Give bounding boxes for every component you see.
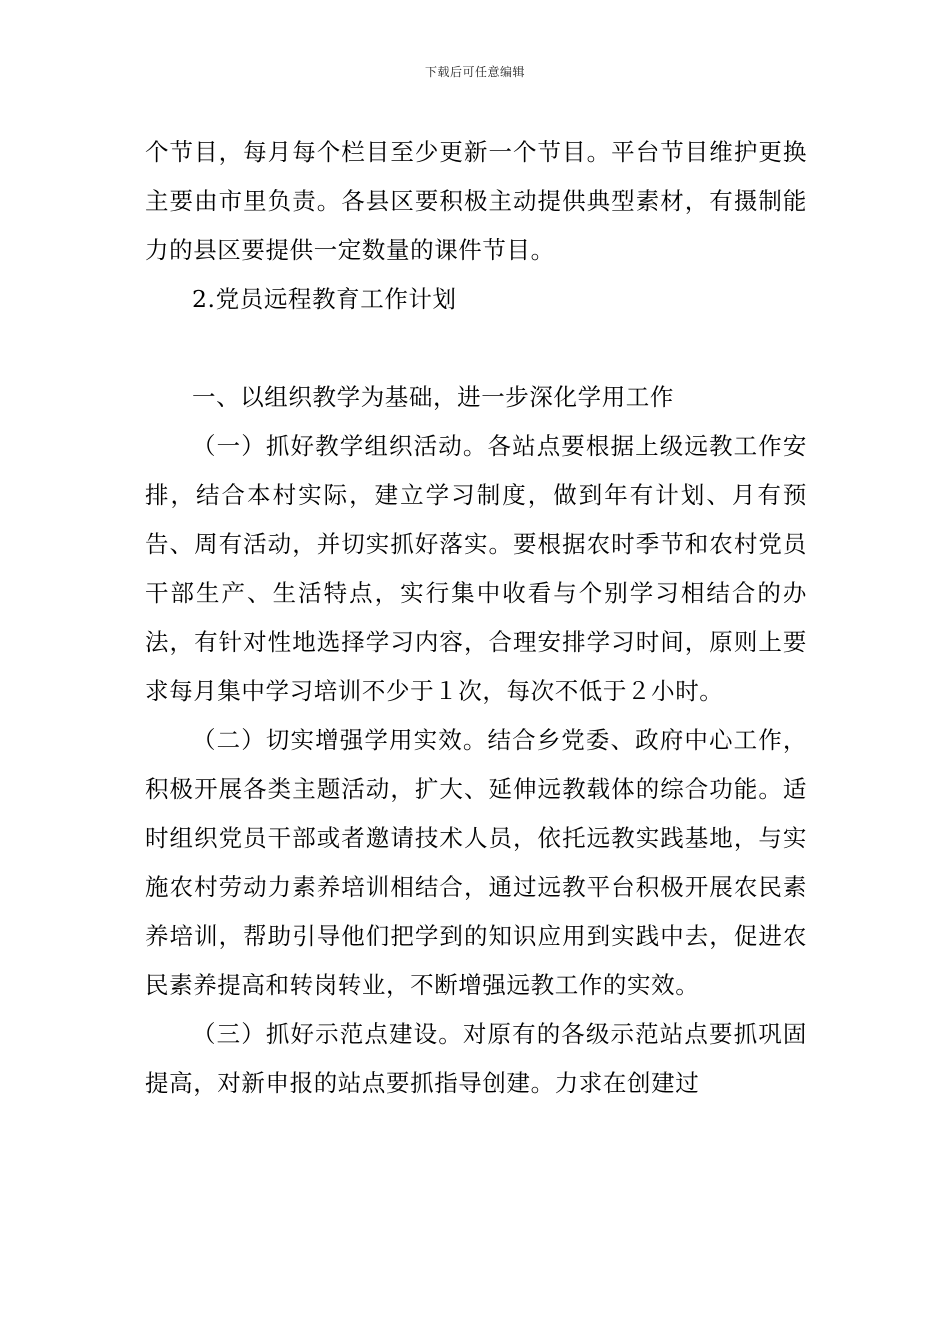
paragraph-item-3: （三）抓好示范点建设。对原有的各级示范站点要抓巩固提高，对新申报的站点要抓指导创建。力求在创建过 bbox=[145, 1020, 807, 1097]
section-heading-plan: 2.党员远程教育工作计划 bbox=[192, 285, 457, 313]
document-body bbox=[145, 128, 807, 1108]
paragraph-continuation: 个节目，每月每个栏目至少更新一个节目。平台节目维护更换主要由市里负责。各县区要积极主动提供典型素材，有摄制能力的县区要提供一定数量的课件节目。 bbox=[145, 138, 807, 264]
section-heading-one: 一、以组织教学为基础，进一步深化学用工作 bbox=[192, 383, 674, 411]
page-header: 下载后可任意编辑 bbox=[424, 65, 525, 79]
blank-line bbox=[145, 324, 807, 373]
paragraph-item-2: （二）切实增强学用实效。结合乡党委、政府中心工作，积极开展各类主题活动，扩大、延伸远教载体的综合功能。适时组织党员干部或者邀请技术人员，依托远教实践基地，与实施农村劳动力素养培训相结合，通过远教平台积极开展农民素养培训，帮助引导他们把学到的知识应用到实践中去，促进农民素养提高和转岗转业，不断增强远教工作的实效。 bbox=[145, 726, 807, 999]
paragraph-item-1: （一）抓好教学组织活动。各站点要根据上级远教工作安排，结合本村实际，建立学习制度，做到年有计划、月有预告、周有活动，并切实抓好落实。要根据农时季节和农村党员干部生产、生活特点，实行集中收看与个别学习相结合的办法，有针对性地选择学习内容，合理安排学习时间，原则上要求每月集中学习培训不少于１次，每次不低于２小时。 bbox=[145, 432, 807, 705]
